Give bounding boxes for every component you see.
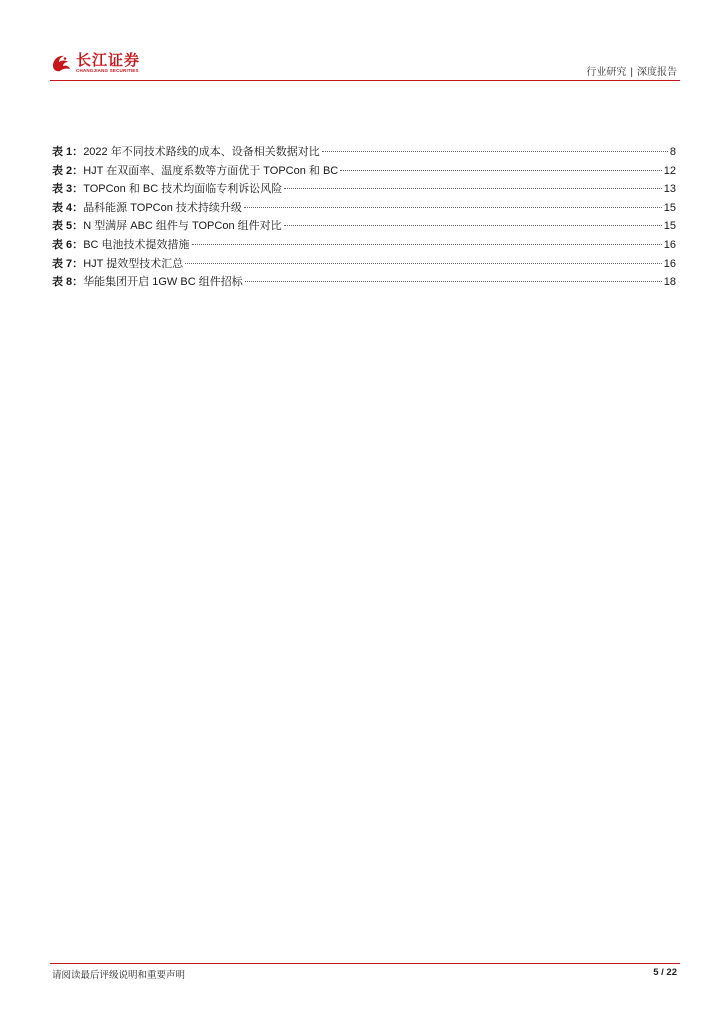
toc-entry-title: HJT 提效型技术汇总 [83,257,184,270]
toc-entry[interactable] [52,236,676,255]
toc-entry[interactable] [52,199,676,218]
toc-entry-title: N 型满屏 ABC 组件与 TOPCon 组件对比 [83,220,282,233]
toc-entry-title: BC 电池技术提效措施 [83,238,190,251]
toc-entry-title: 2022 年不同技术路线的成本、设备相关数据对比 [83,146,320,158]
header-divider [50,80,680,81]
toc-dot-leader [244,207,662,208]
toc-entry-page: 16 [663,257,676,270]
toc-entry-label [52,143,320,162]
toc-entry-label [52,236,190,255]
toc-entry[interactable] [52,273,676,292]
toc-entry-number: 表 7： [52,257,84,270]
footer-divider [50,963,680,964]
toc-entry-title: HJT 在双面率、温度系数等方面优于 TOPCon 和 BC [83,164,339,177]
toc-entry-label [52,273,243,292]
toc-entry-label [52,255,183,274]
toc-dot-leader [340,170,662,171]
table-of-tables [52,143,676,292]
toc-entry-page: 16 [663,238,676,251]
toc-entry-page: 13 [663,183,676,196]
toc-entry-number: 表 2： [52,164,84,177]
logo-dragon-icon [50,52,72,74]
toc-entry-number: 表 1： [52,146,84,158]
toc-entry-page: 8 [669,146,676,158]
toc-entry[interactable] [52,180,676,199]
report-category [586,63,677,78]
page-number: 5 / 22 [653,967,677,978]
toc-entry-number: 表 5： [52,220,84,233]
toc-entry-page: 18 [663,276,676,289]
toc-dot-leader [185,263,662,264]
toc-entry-number: 表 4： [52,201,84,214]
logo-chinese-name: 长江证券 [76,50,141,69]
toc-dot-leader [192,244,662,245]
toc-dot-leader [245,281,662,282]
toc-entry[interactable] [52,162,676,181]
toc-entry-label [52,199,242,218]
category-label: 行业研究 [586,67,627,78]
toc-entry-page: 15 [663,201,676,214]
toc-entry-page: 12 [663,164,676,177]
toc-dot-leader [322,151,668,152]
toc-entry-number: 表 8： [52,276,84,289]
toc-dot-leader [284,225,662,226]
report-type-label: 深度报告 [637,67,677,78]
toc-entry-label [52,162,338,181]
toc-entry[interactable] [52,255,676,274]
toc-entry-label [52,217,282,236]
toc-dot-leader [284,188,662,189]
toc-entry-label [52,180,282,199]
toc-entry[interactable] [52,143,676,162]
toc-entry[interactable] [52,217,676,236]
logo-english-name: CHANGJIANG SECURITIES [76,67,139,73]
toc-entry-number: 表 6： [52,238,84,251]
footer-disclaimer: 请阅读最后评级说明和重要声明 [52,970,186,981]
toc-entry-title: 华能集团开启 1GW BC 组件招标 [83,276,243,289]
company-logo [50,52,140,74]
page-header [0,0,724,84]
header-separator: | [630,67,633,78]
toc-entry-title: TOPCon 和 BC 技术均面临专利诉讼风险 [83,183,283,196]
toc-entry-number: 表 3： [52,183,84,196]
toc-entry-page: 15 [663,220,676,233]
toc-entry-title: 晶科能源 TOPCon 技术持续升级 [83,201,242,214]
